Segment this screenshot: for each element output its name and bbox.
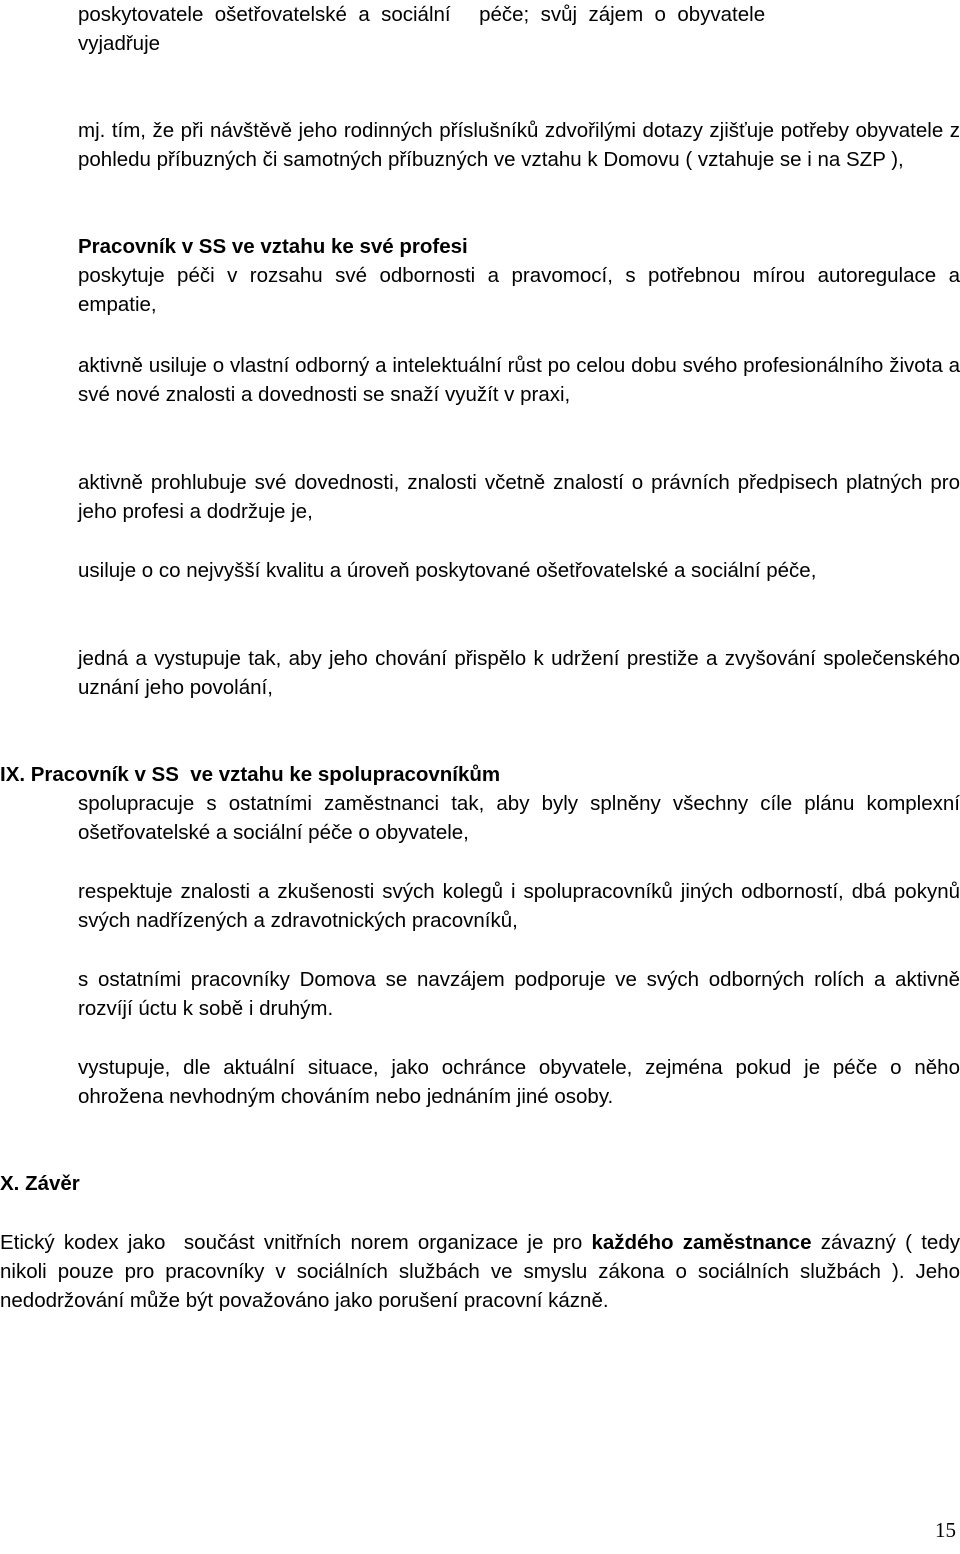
- conclusion-text-start: Etický kodex jako součást vnitřních norem organizace je pro: [0, 1231, 592, 1254]
- paragraph-respect: respektuje znalosti a zkušenosti svých kolegů i spolupracovníků jiných odborností, dbá pokynů svých nadřízených a zdravotnických pracovníků,: [78, 880, 960, 932]
- section-heading-ix: IX. Pracovník v SS ve vztahu ke spolupracovníkům: [0, 763, 501, 786]
- subheading-profession: Pracovník v SS ve vztahu ke své profesi: [78, 235, 468, 258]
- paragraph-skills: aktivně prohlubuje své dovednosti, znalosti včetně znalostí o právních předpisech platných pro jeho profesi a dodržuje je,: [78, 471, 960, 523]
- paragraph-support: s ostatními pracovníky Domova se navzájem podporuje ve svých odborných rolích a aktivně rozvíjí úctu k sobě i druhým.: [78, 968, 960, 1020]
- paragraph-protector: vystupuje, dle aktuální situace, jako ochránce obyvatele, zejména pokud je péče o něho ohrožena nevhodným chováním nebo jednáním jiné osoby.: [78, 1056, 960, 1108]
- conclusion-text-end: závazný ( tedy nikoli pouze pro pracovníky v sociálních službách ve smyslu zákona o sociálních službách ). Jeho nedodržování může být považováno jako porušení pracovní kázně.: [0, 1231, 960, 1312]
- paragraph-line: vyjadřuje: [78, 32, 161, 55]
- section-heading-x: X. Závěr: [0, 1172, 80, 1195]
- page-number: 15: [935, 1518, 956, 1542]
- conclusion-emphasis: každého zaměstnance: [591, 1231, 812, 1254]
- paragraph-line: poskytovatele ošetřovatelské a sociální péče; svůj zájem o obyvatele: [78, 3, 766, 26]
- paragraph-prestige: jedná a vystupuje tak, aby jeho chování přispělo k udržení prestiže a zvyšování společenského uznání jeho povolání,: [78, 647, 960, 699]
- paragraph-family-visits: mj. tím, že při návštěvě jeho rodinných příslušníků zdvořilými dotazy zjišťuje potřeby obyvatele z pohledu příbuzných či samotných příbuzných ve vztahu k Domovu ( vztahuje se i na SZP ),: [78, 119, 960, 171]
- paragraph-cooperation: spolupracuje s ostatními zaměstnanci tak, aby byly splněny všechny cíle plánu komplexní ošetřovatelské a sociální péče o obyvatele,: [78, 792, 960, 844]
- paragraph-continuation: [78, 0, 960, 58]
- paragraph-conclusion: [0, 1228, 960, 1315]
- paragraph-quality: usiluje o co nejvyšší kvalitu a úroveň poskytované ošetřovatelské a sociální péče,: [78, 559, 817, 582]
- paragraph-professional-growth: aktivně usiluje o vlastní odborný a intelektuální růst po celou dobu svého profesionálního života a své nové znalosti a dovednosti se snaží využít v praxi,: [78, 354, 960, 406]
- paragraph-care-scope: poskytuje péči v rozsahu své odbornosti a pravomocí, s potřebnou mírou autoregulace a empatie,: [78, 264, 960, 316]
